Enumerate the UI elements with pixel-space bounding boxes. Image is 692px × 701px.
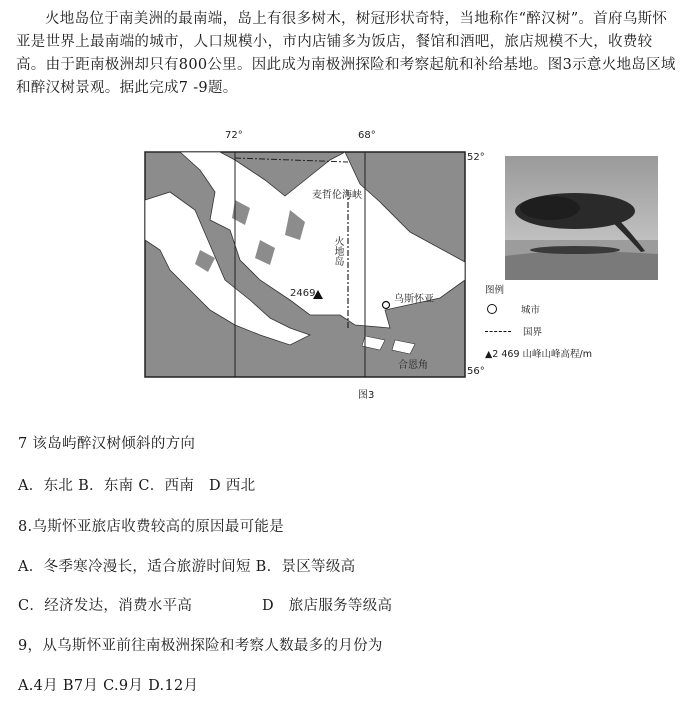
figure-caption: 图3: [358, 390, 375, 401]
figure-3: [140, 128, 670, 413]
legend-peak: ▲2 469 山峰山峰高程/m: [485, 349, 592, 360]
cape-label: 合恩角: [398, 360, 428, 371]
question-8-stem: 8.乌斯怀亚旅店收费较高的原因最可能是: [18, 519, 285, 535]
question-9-options: A.4月 B7月 C.9月 D.12月: [18, 678, 199, 694]
question-7-options: A．东北 B．东南 C．西南 D 西北: [18, 478, 256, 494]
question-9-stem: 9，从乌斯怀亚前往南极洲探险和考察人数最多的月份为: [18, 638, 383, 654]
latitude-56-label: 56°: [467, 366, 485, 377]
legend-city: 城市: [521, 305, 541, 316]
peak-label: 2469: [290, 288, 316, 299]
latitude-52-label: 52°: [467, 152, 485, 163]
question-8-option-c: C．经济发达，消费水平高: [18, 598, 193, 614]
border-symbol-icon: [485, 331, 511, 332]
longitude-72-label: 72°: [225, 130, 243, 141]
intro-paragraph: 火地岛位于南美洲的最南端，岛上有很多树木，树冠形状奇特，当地称作“醉汉树”。首府乌斯怀亚是世界上最南端的城市，人口规模小，市内店铺多为饭店，餐馆和酒吧，旅店规模不大，收费较高。由于距南极洲却只有800公里。因此成为南极洲探险和考察起航和补给基地。图3示意火地岛区域和醉汉树景观。据此完成7 -9题。: [16, 11, 676, 96]
tierra-del-fuego-map: [140, 130, 485, 380]
strait-label: 麦哲伦海峡: [312, 190, 362, 201]
drunk-tree-photo: [505, 156, 658, 280]
tree-illustration: [505, 156, 658, 280]
island-label: 火地岛: [332, 236, 343, 266]
question-8-option-d: D 旅店服务等级高: [262, 598, 393, 614]
map-legend: [485, 282, 670, 377]
legend-border: 国界: [523, 327, 543, 338]
legend-title: 图例: [485, 285, 505, 296]
longitude-68-label: 68°: [358, 130, 376, 141]
map-drawing: [140, 140, 485, 380]
question-8-options-ab: A．冬季寒冷漫长，适合旅游时间短 B．景区等级高: [18, 559, 356, 575]
question-7-stem: 7 该岛屿醉汉树倾斜的方向: [18, 436, 196, 452]
city-label: 乌斯怀亚: [394, 294, 434, 305]
city-symbol-icon: [487, 304, 497, 314]
